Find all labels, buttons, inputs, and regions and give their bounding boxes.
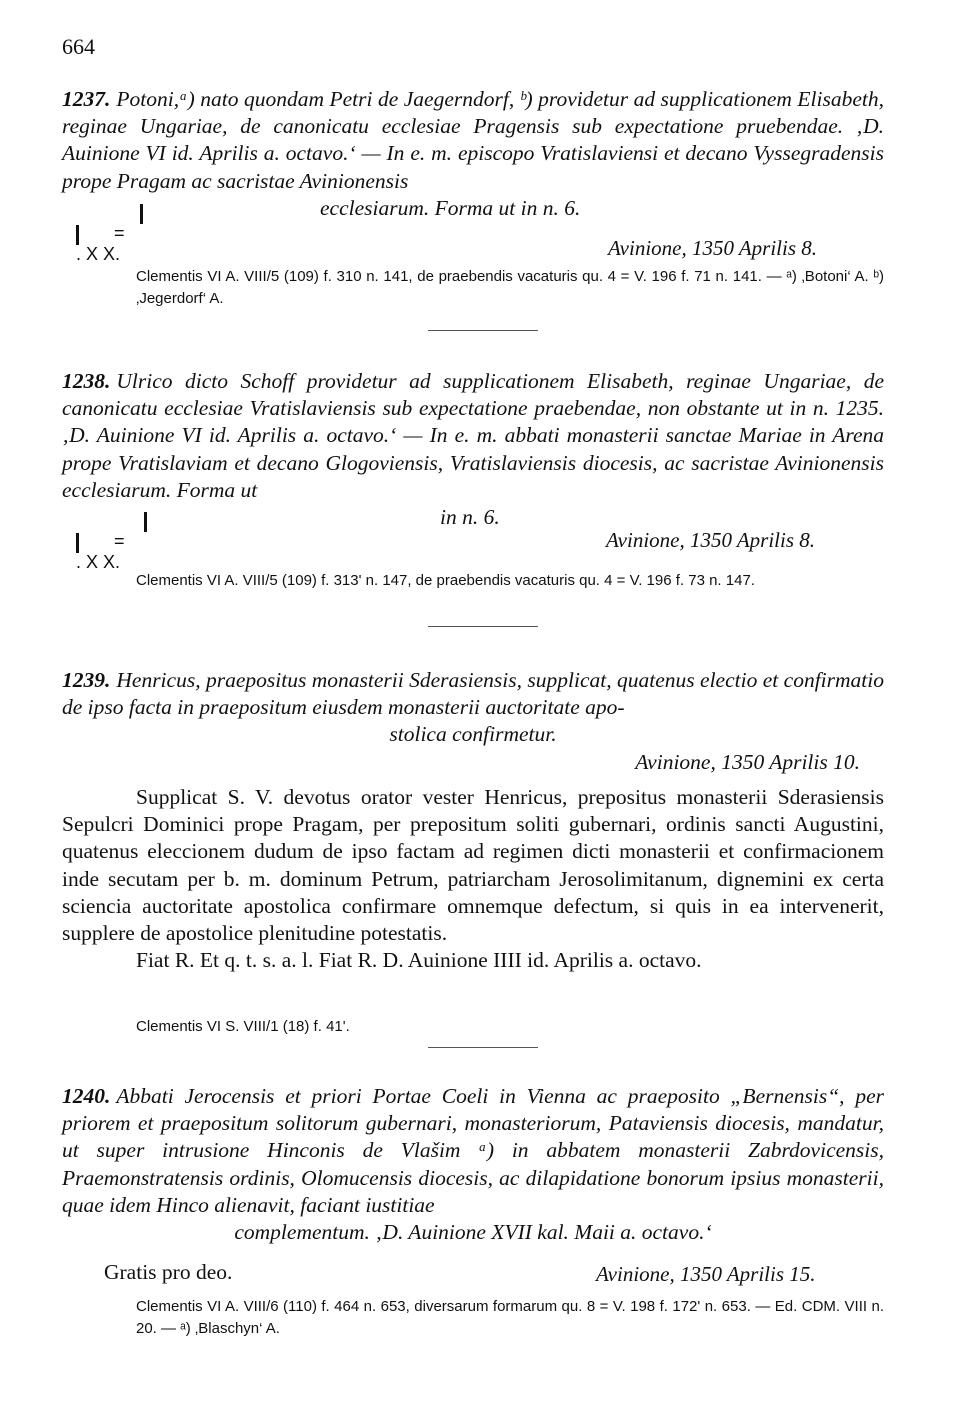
- entry-heading-last: in n. 6.: [440, 505, 500, 530]
- dateline: Avinione, 1350 Aprilis 8.: [606, 528, 816, 552]
- entry-heading: 1239. Henricus, praepositus monasterii Sderasiensis, supplicat, quatenus electio et confirmatio de ipso facta in praepositum eiusdem monasterii auctoritate apo-: [62, 668, 884, 720]
- source-note: Clementis VI A. VIII/5 (109) f. 310 n. 141, de praebendis vacaturis qu. 4 = V. 196 f. 71 n. 141. — ᵃ) ‚Botoni‘ A. ᵇ) ‚Jegerdorf‘ A.: [136, 268, 884, 307]
- entry-1237: [62, 86, 884, 222]
- entry-number: 1239.: [62, 668, 111, 692]
- dateline: Avinione, 1350 Aprilis 8.: [608, 236, 818, 260]
- entry-1238: [62, 368, 884, 531]
- entry-heading-last: complementum. ‚D. Auinione XVII kal. Maii a. octavo.‘: [234, 1220, 712, 1245]
- entry-number: 1237.: [62, 87, 111, 111]
- entry-1239: [62, 667, 884, 776]
- dateline: Avinione, 1350 Aprilis 15.: [596, 1262, 816, 1286]
- separator: [428, 1047, 538, 1048]
- page-number: 664: [62, 34, 95, 59]
- entry-1240: [62, 1083, 884, 1246]
- entry-heading-last: ecclesiarum. Forma ut in n. 6.: [320, 195, 581, 220]
- source-note: Clementis VI A. VIII/5 (109) f. 313' n. 147, de praebendis vacaturis qu. 4 = V. 196 f. 73 n. 147.: [136, 572, 755, 589]
- entry-heading: 1237. Potoni,ᵃ) nato quondam Petri de Jaegerndorf, ᵇ) providetur ad supplicationem Elisabeth, reginae Ungariae, de canonicatu ecclesiae Pragensis sub expectatione pruebendae. ‚D. Auinione VI id. Aprilis a. octavo.‘ — In e. m. episcopo Vratislaviensi et decano Vyssegradensis prope Pragam ac sacristae Avinionensis: [62, 87, 884, 193]
- entry-heading: 1238. Ulrico dicto Schoff providetur ad supplicationem Elisabeth, reginae Ungariae, de canonicatu ecclesiae Vratislaviensis sub expectatione praebendae, non obstante ut in n. 1235. ‚D. Auinione VI id. Aprilis a. octavo.‘ — In e. m. abbati monasterii sanctae Mariae in Arena prope Vratislaviam et decano Glogoviensis, Vratislaviensis diocesis, ac sacristae Avinionensis ecclesiarum. Forma ut: [62, 369, 884, 502]
- separator: [428, 330, 538, 331]
- monogram-marks: = . X X.: [76, 204, 143, 263]
- source-note: Clementis VI S. VIII/1 (18) f. 41'.: [136, 1018, 350, 1035]
- source-note: Clementis VI A. VIII/6 (110) f. 464 n. 653, diversarum formarum qu. 8 = V. 198 f. 172' n. 653. — Ed. CDM. VIII n. 20. — ᵃ) ‚Blaschyn‘ A.: [136, 1298, 884, 1337]
- gratis-note: Gratis pro deo.: [104, 1260, 233, 1284]
- entry-heading-last: stolica confirmetur.: [389, 722, 557, 747]
- monogram-marks: = . X X.: [76, 512, 147, 571]
- supplication-text: Supplicat S. V. devotus orator vester Henricus, prepositus monasterii Sderasiensis Sepulcri Dominici prope Pragam, per prepositum soliti gubernari, ordinis sancti Augustini, quatenus eleccionem dudum de ipso factam ad regimen dicti monasterii et confirmacionem inde secutam per b. m. dominum Petrum, patriarcham Jerosolimitanum, dignemini ex certa sciencia auctoritate apostolica confirmare omnemque defectum, si quis in ea intervenerit, supplere de apostolice plenitudine potestatis. Fiat R. Et q. t. s. a. l. Fiat R. D. Auinione IIII id. Aprilis a. octavo.: [62, 784, 884, 974]
- entry-number: 1238.: [62, 369, 111, 393]
- dateline: Avinione, 1350 Aprilis 10.: [635, 749, 860, 774]
- entry-number: 1240.: [62, 1084, 111, 1108]
- fiat-line: Fiat R. Et q. t. s. a. l. Fiat R. D. Auinione IIII id. Aprilis a. octavo.: [136, 948, 702, 973]
- entry-heading: 1240. Abbati Jerocensis et priori Portae Coeli in Vienna ac praeposito „Bernensis“, per priorem et praepositum solitorum gubernari, monasteriorum, Pataviensis diocesis, mandatur, ut super intrusione Hinconis de Vlašim ᵃ) in abbatem monasterii Zabrdovicensis, Praemonstratensis ordinis, Olomucensis diocesis, ac dilapidatione bonorum ipsius monasterii, quae idem Hinco alienavit, faciant iustitiae: [62, 1084, 884, 1217]
- separator: [428, 626, 538, 627]
